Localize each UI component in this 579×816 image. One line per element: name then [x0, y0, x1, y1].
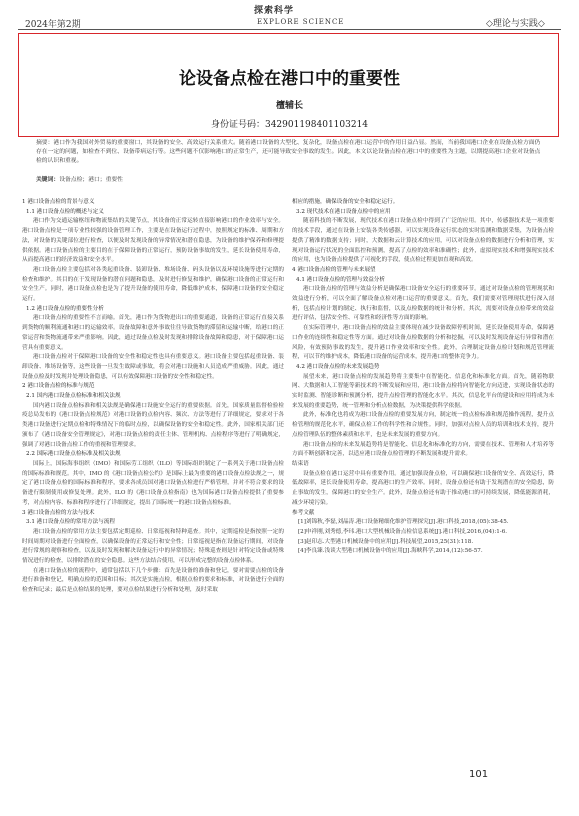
keywords-text: 设备点检；港口；重要性 — [59, 177, 123, 183]
paragraph: 港口设备点检的管理与效益分析是确保港口设备安全运行的重要环节。通过对设备点检的管理现状和效益进行分析，可以全面了解设备点检对港口运营的重要意义。首先，我们需要对管理现状进行深入剖析，包括点检计划的制定、执行和监督，以及点检数据的统计和分析。其次，需要对设备点检带来的效益进行评估，包括安全性、可靠性和经济性等方面的影响。 — [292, 286, 554, 322]
page-number: 101 — [469, 769, 489, 780]
paragraph: 随着科技的不断发展，现代技术在港口设备点检中得到了广泛的应用。其中，传感器技术是一项重要的技术手段，通过在设备上安装各类传感器，可以实现设备运行状态的实时监测和数据采集，为设备点检提供了精准的数据支持；同时，大数据和云计算技术的应用，可以对设备点检的数据进行分析和管理，实现对设备运行状况的全面监控和预测，提高了点检的效率和准确性；此外，虚拟现实技术和增强现实技术的应用，也为设备点检提供了可视化的手段，使点检过程更加直观和高效。 — [292, 218, 554, 264]
reference-item: [2]申祥刚,刘秀德,李玮.港口大型机械设备点检信息系统[J].港口科技,2016,(04):1-6. — [298, 528, 508, 535]
issue-label: 2024年第2期 — [25, 20, 81, 30]
section-heading: 1 港口设备点检的背景与意义 — [22, 199, 95, 205]
paragraph: 港口设备点检的未来发展趋势将是智能化、信息化和标准化的方向，需要在技术、管理和人才培养等方面不断创新和完善，以适应港口设备点检管理的不断发展和提升需求。 — [292, 441, 554, 458]
paragraph: 展望未来，港口设备点检的发展趋势将主要集中在智能化、信息化和标准化方面。首先，随着物联网、大数据和人工智能等新技术的不断发展和应用，港口设备点检将向智能化方向迈进，实现设备状态的实时监测、智能诊断和预测分析，提升点检管理的智能化水平。其次，信息化平台的建设和应用将成为未来发展的重要趋势，统一管理和分析点检数据，为决策提供科学依据。 — [292, 373, 554, 409]
paragraph: 设备点检在港口运营中具有重要作用。通过加强设备点检，可以确保港口设备的安全、高效运行，降低故障率，延长设备使用寿命，提高港口的生产效率。同时，设备点检还有助于发现潜在的安全隐患，防止事故的发生，保障港口的安全生产。此外，设备点检还有助于推动港口的可持续发展，降低能源消耗，减少环境污染。 — [292, 470, 554, 506]
subsection-heading: 3.2 现代技术在港口设备点检中的应用 — [296, 208, 391, 215]
paragraph: 国内港口设备点检标准和相关法规是确保港口设施安全运行的重要依据。首先，国家质量监督检验检疫总局发布的《港口设备点检规范》对港口设备的点检内容、频次、方法等进行了详细规定，要求对于各类港口设备进行定期点检和特殊情况下的临时点检，以确保设备的安全和稳定性。此外，国家相关部门还颁布了《港口设备安全管理规定》，对港口设备点检的责任主体、管理机构、点检程序等进行了明确规定，强调了对港口设备点检工作的重视和管理要求。 — [22, 402, 284, 448]
paragraph: 港口设备点检的常用方法主要包括定期巡检、日常巡视和特种巡查。其中，定期巡检是指按照一定的时间周期对设备进行全面检查，以确保设备的正常运行和安全性；日常巡视是指在设备运行期间，对设备进行常规的观察和检查，以及及时发现和解决设备运行中的异常情况；特殊巡查则是针对特定设备或特殊情况进行的检查，以排除潜在的安全隐患。这些方法结合使用，可以形成完整的设备点检体系。 — [22, 528, 284, 565]
body-column-left — [22, 198, 284, 596]
section-heading: 参考文献 — [292, 509, 315, 516]
paragraph: 港口作为交通运输枢纽和物流集结的关键节点，其设备的正常运转直接影响港口的作业效率与安全。港口设备点检是一项专业性较强的设备管理工作，主要是在设备运行过程中，按照规定的标准、周期和方法，对设备的关键部位进行检查，以便及时发现设备的异常情况和潜在隐患，为设备的维护保养和修理提供依据。港口设备点检的主要目的在于保障设备的正常运行，预防设备事故的发生，延长设备使用寿命，从而提高港口的经济效益和安全水平。 — [22, 218, 284, 264]
id-number: 342901198401103214 — [264, 120, 369, 130]
paragraph: 国际上，国际海事组织（IMO）和国际劳工组织（ILO）等国际组织制定了一系列关于港口设备点检的国际标准和规范。其中，IMO 的《港口设备点检公约》是国际上最为重要的港口设备点检法规之一，规定了港口设备点检的国际标准和程序，要求各成员国对港口设备点检进行严格管理，并对不符合要求的设备进行限制使用或修复处理。此外，ILO 的《港口设备点检指南》也为国际港口设备点检提供了重要参考，对点检内容、标准和程序进行了详细规定，提出了国际统一的港口设备点检标准。 — [22, 460, 284, 506]
paragraph: 港口设备点检主要包括对各类起重设备、装卸设备、堆场设备、码头设备以及环境设施等进行定期的检查和维护。其目的在于发现设备的潜在问题和隐患，及时进行修复和维护，确保港口设备的正常运行和安全生产。同时，港口设备点检也是为了提升设备的使用寿命，降低维护成本，保障港口设备的安全稳定运行。 — [22, 266, 284, 303]
paragraph: 在实际管理中，港口设备点检的效益主要体现在减少设备故障停机时间，延长设备使用寿命，保障港口作业的连续性和稳定性等方面。通过对设备点检数据的分析和挖掘，可以及时发现设备运行异常和潜在风险，有效预防事故的发生，提升港口作业效率和安全性。此外，合理制定设备点检计划和规范管理流程，可以节约维护成本，降低港口设备的运营成本，提升港口的整体竞争力。 — [292, 325, 554, 361]
keywords — [36, 176, 546, 185]
paragraph-continued: 相应的措施，确保设备的安全和稳定运行。 — [292, 199, 399, 205]
reference-item: [3]赵印志.大型港口机械设备中的应用[J].科技展望,2015,25(31):118. — [298, 538, 474, 545]
keywords-label: 关键词： — [36, 177, 60, 183]
article-title: 论设备点检在港口中的重要性 — [179, 69, 400, 89]
journal-english-title: EXPLORE SCIENCE — [257, 18, 345, 26]
header-rule — [18, 29, 561, 30]
paragraph: 在港口设备点检的流程中，通常包括以下几个步骤：首先是设备的准备和登记，要对需要点检的设备进行准备和登记，明确点检的范围和目标；其次是实施点检，根据点检的要求和标准，对设备进行全面的检查和记录；最后是点检结果的处理，要对点检结果进行分析和处理，及时采取 — [22, 567, 284, 594]
paragraph: 港口设备点检的重要性不言而喻。首先，港口作为货物进出口的重要通道，设备的正常运行直接关系到货物的顺利流通和港口的运输效率。设备故障和意外事故往往导致货物的滞留和运输中断，给港口的正常运营和货物流通带来严重影响。因此，通过设备点检及时发现和排除设备故障和隐患，对于保障港口运营具有重要意义。 — [22, 315, 284, 351]
reference-item: [1]刘锦秋,李磊,刘晶涛.港口设备精细化维护管理探究[J].港口科技,2018,(05):38-45. — [298, 519, 509, 526]
subsection-heading: 4.2 港口设备点检的未来发展趋势 — [296, 363, 380, 370]
paragraph: 此外，标准化也将成为港口设备点检的重要发展方向，制定统一的点检标准和规范操作流程，提升点检管理的规范化水平，确保点检工作的科学性和合规性。同时，加强对点检人员的培训和技术支持，提升点检管理队伍的整体素质和水平，也是未来发展的重要方向。 — [292, 412, 554, 438]
section-heading: 2 港口设备点检的标准与规范 — [22, 383, 95, 390]
section-label: ◇理论与实践◇ — [486, 19, 545, 29]
reference-item: [4]李良臻.浅谈大型港口机械设备中的应用[J].海峡科学,2014,(12):56-57. — [298, 548, 483, 555]
body-column-right — [292, 198, 554, 557]
subsection-heading: 1.2 港口设备点检的重要性分析 — [26, 305, 104, 312]
id-label: 身份证号码： — [210, 120, 265, 130]
subsection-heading: 1.1 港口设备点检的概述与定义 — [26, 208, 104, 215]
journal-title: 探索科学 — [254, 6, 295, 16]
author-name: 檀辅长 — [275, 101, 303, 111]
subsection-heading: 2.1 国内港口设备点检标准和相关法规 — [26, 393, 121, 400]
subsection-heading: 3.1 港口设备点检的常用方法与流程 — [26, 519, 115, 526]
author-id-line — [0, 117, 579, 130]
subsection-heading: 4.1 港口设备点检的管理与效益分析 — [296, 276, 385, 283]
section-heading: 结束语 — [292, 460, 309, 467]
section-heading: 4 港口设备点检的管理与未来展望 — [292, 266, 376, 273]
subsection-heading: 2.2 国际港口设备点检标准及相关法规 — [26, 451, 121, 458]
section-heading: 3 港口设备点检的方法与技术 — [22, 509, 95, 516]
abstract: 摘要：港口作为我国对外贸易的重要窗口，其设备的安全、高效运行关系重大。随着港口设备的大型化、复杂化，设备点检在港口运营中的作用日益凸显。然而，当前我国港口企业在设备点检方面仍存在一定的问题，如检查不到位、设备带病运行等。这些问题不仅影响港口的正常生产，还可能导致安全事故的发生。因此，本文以论设备点检在港口中的重要性为主题，以期提高港口企业对设备点检的认识和重视。 — [36, 140, 541, 165]
paragraph: 港口设备点检对于保障港口设备的安全性和稳定性也具有重要意义。港口设备主要包括起重设备、装卸设备、堆场设备等，这些设备一旦发生故障或事故，将会对港口设施和人员造成严重威胁。因此，通过设备点检及时发现并处理设备隐患，可以有效保障港口设备的安全性和稳定性。 — [22, 354, 284, 380]
